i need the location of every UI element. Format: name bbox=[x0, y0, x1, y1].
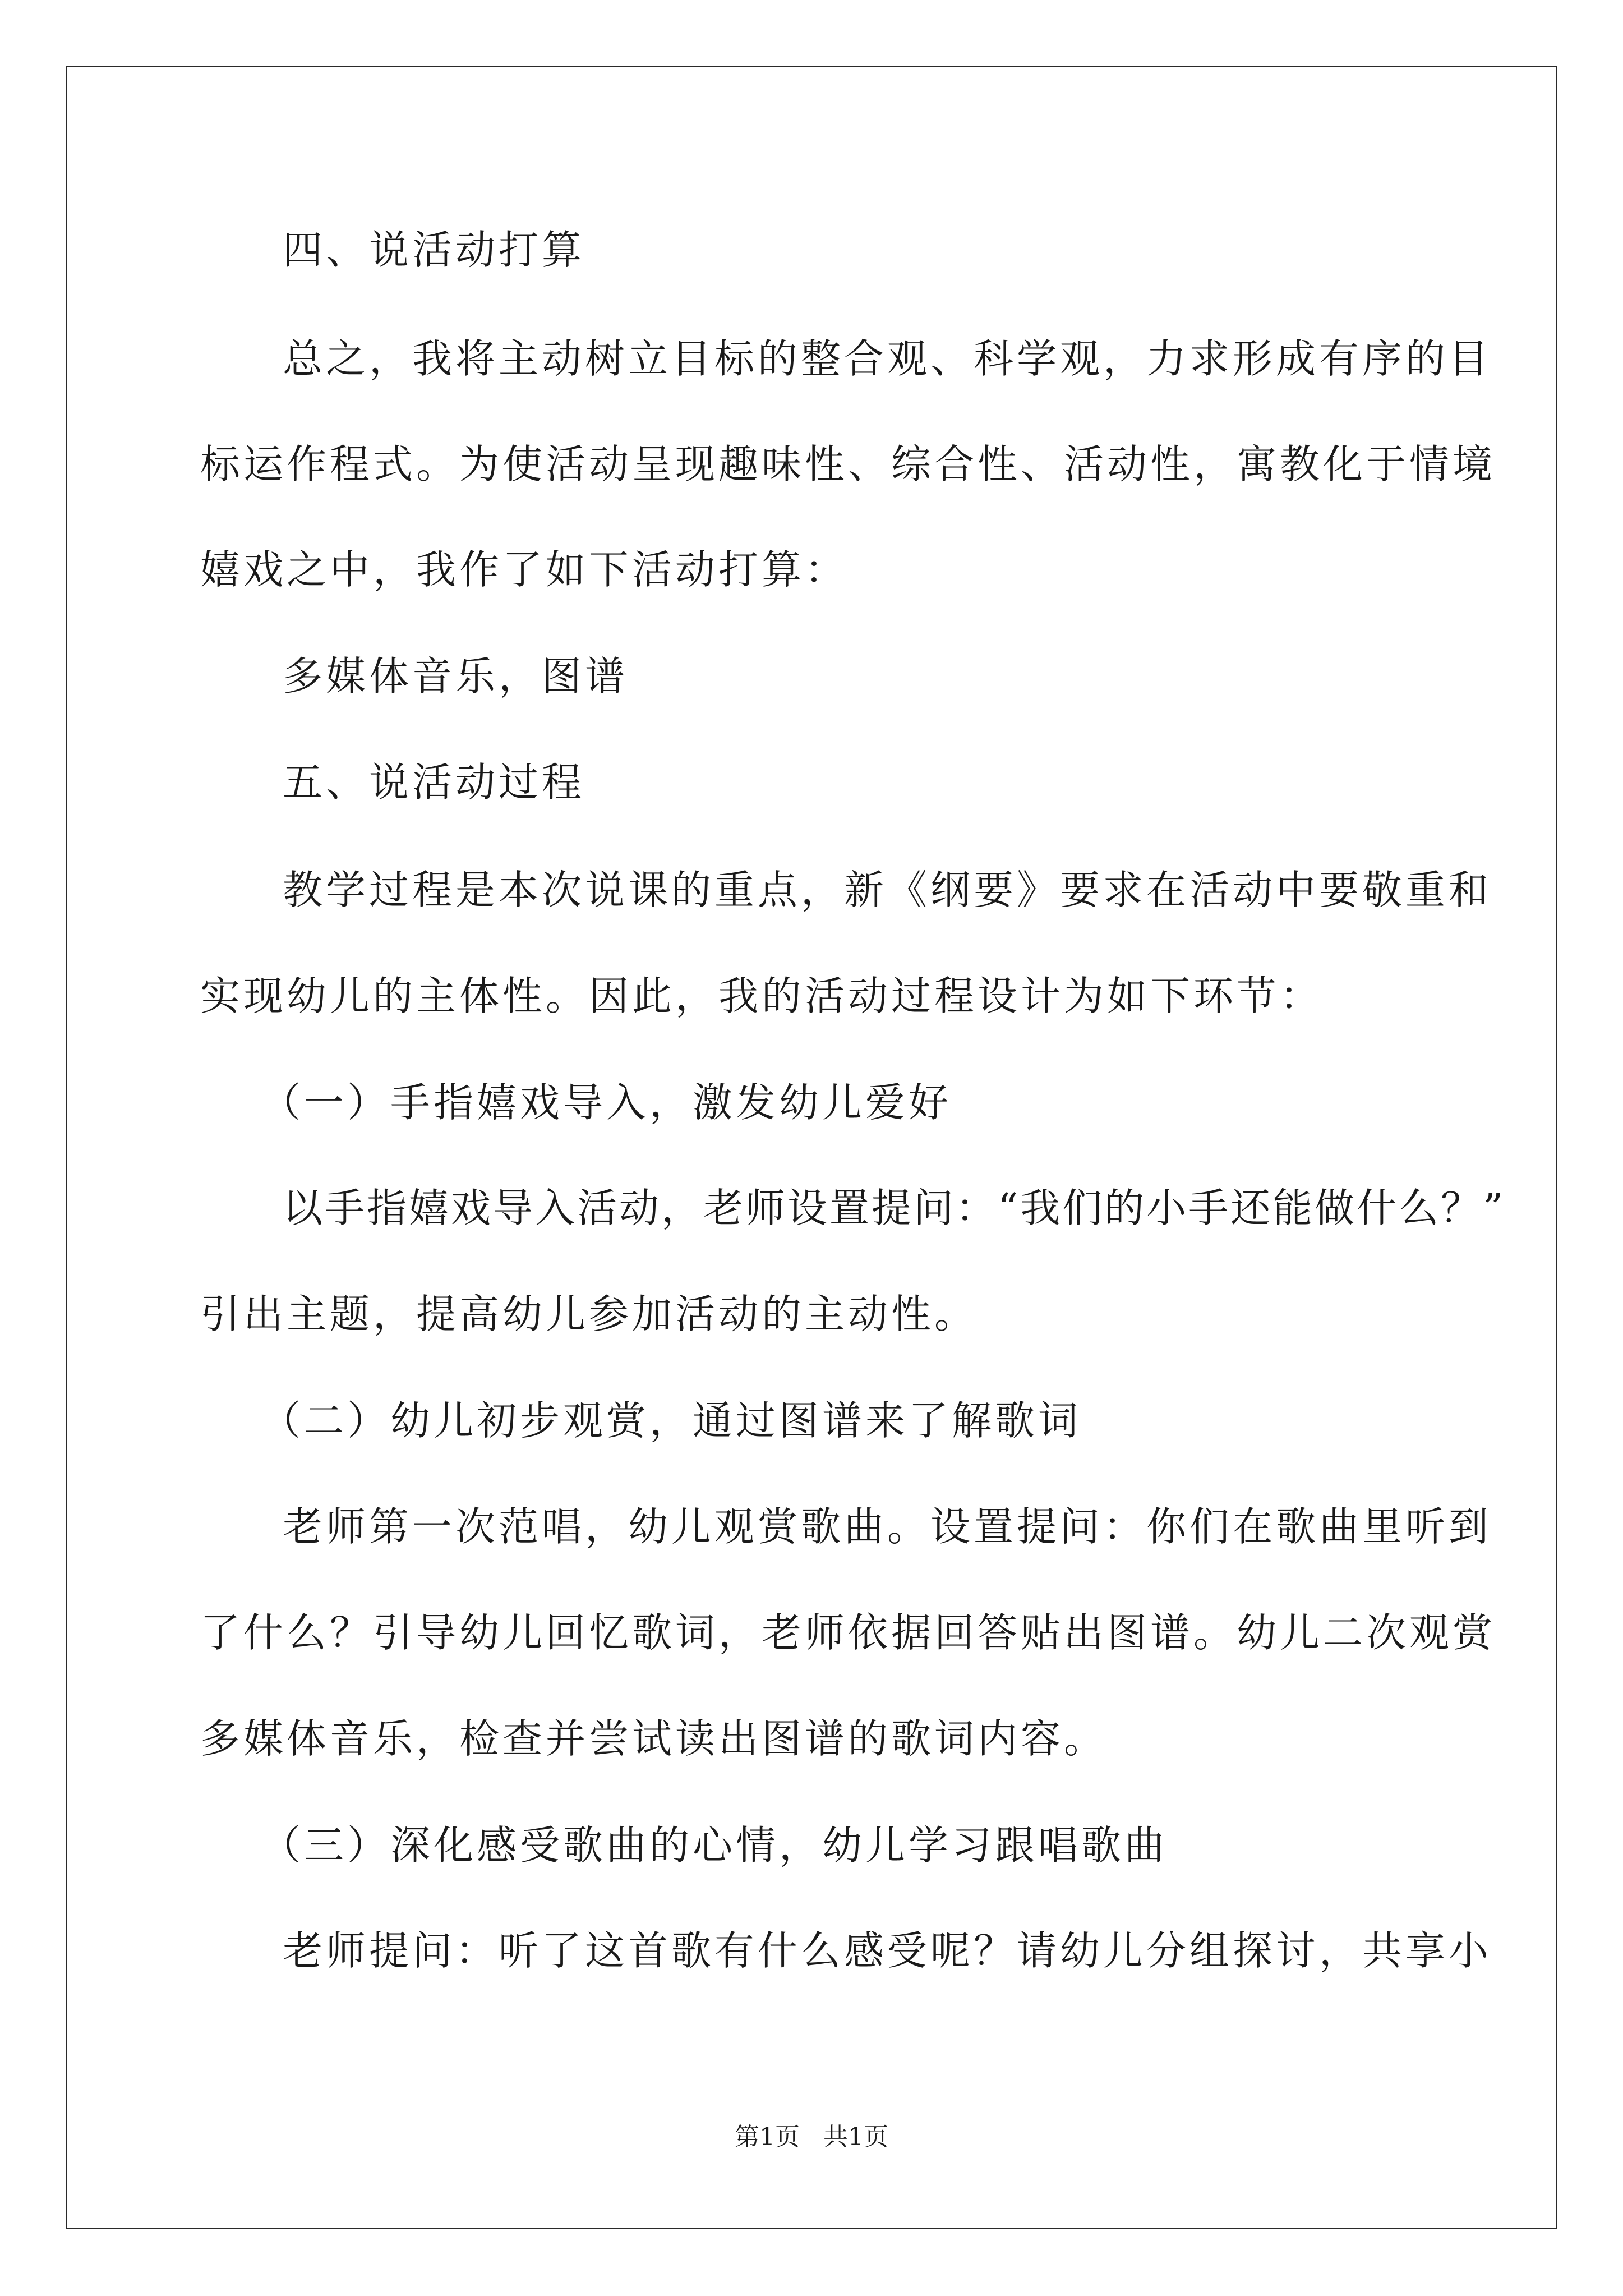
page-footer: 第1页 共1页 bbox=[735, 2123, 888, 2151]
paragraph-line: 了什么？引导幼儿回忆歌词，老师依据回答贴出图谱。幼儿二次观赏 bbox=[200, 1609, 1496, 1656]
paragraph-line: 以手指嬉戏导入活动，老师设置提问：“我们的小手还能做什么？” bbox=[283, 1185, 1506, 1231]
paragraph-line: 多媒体音乐，检查并尝试读出图谱的歌词内容。 bbox=[200, 1715, 1108, 1762]
heading-activity-plan: 四、说活动打算 bbox=[283, 227, 585, 273]
paragraph-line: 引出主题，提高幼儿参加活动的主动性。 bbox=[200, 1291, 978, 1337]
paragraph-line: 嬉戏之中，我作了如下活动打算： bbox=[200, 546, 849, 593]
paragraph-line: 多媒体音乐，图谱 bbox=[283, 653, 629, 700]
subheading-step-1: （一）手指嬉戏导入，激发幼儿爱好 bbox=[261, 1079, 952, 1126]
paragraph-line: 老师第一次范唱，幼儿观赏歌曲。设置提问：你们在歌曲里听到 bbox=[283, 1503, 1492, 1550]
paragraph-line: 标运作程式。为使活动呈现趣味性、综合性、活动性，寓教化于情境 bbox=[200, 441, 1496, 487]
paragraph-line: 教学过程是本次说课的重点，新《纲要》要求在活动中要敬重和 bbox=[283, 867, 1492, 913]
page-border bbox=[66, 66, 1557, 2229]
paragraph-line: 老师提问：听了这首歌有什么感受呢？请幼儿分组探讨，共享小 bbox=[283, 1927, 1492, 1974]
heading-activity-process: 五、说活动过程 bbox=[283, 759, 585, 806]
paragraph-line: 实现幼儿的主体性。因此，我的活动过程设计为如下环节： bbox=[200, 973, 1324, 1019]
subheading-step-2: （二）幼儿初步观赏，通过图谱来了解歌词 bbox=[261, 1397, 1082, 1444]
subheading-step-3: （三）深化感受歌曲的心情，幼儿学习跟唱歌曲 bbox=[261, 1822, 1168, 1869]
paragraph-line: 总之，我将主动树立目标的整合观、科学观，力求形成有序的目 bbox=[283, 335, 1492, 382]
